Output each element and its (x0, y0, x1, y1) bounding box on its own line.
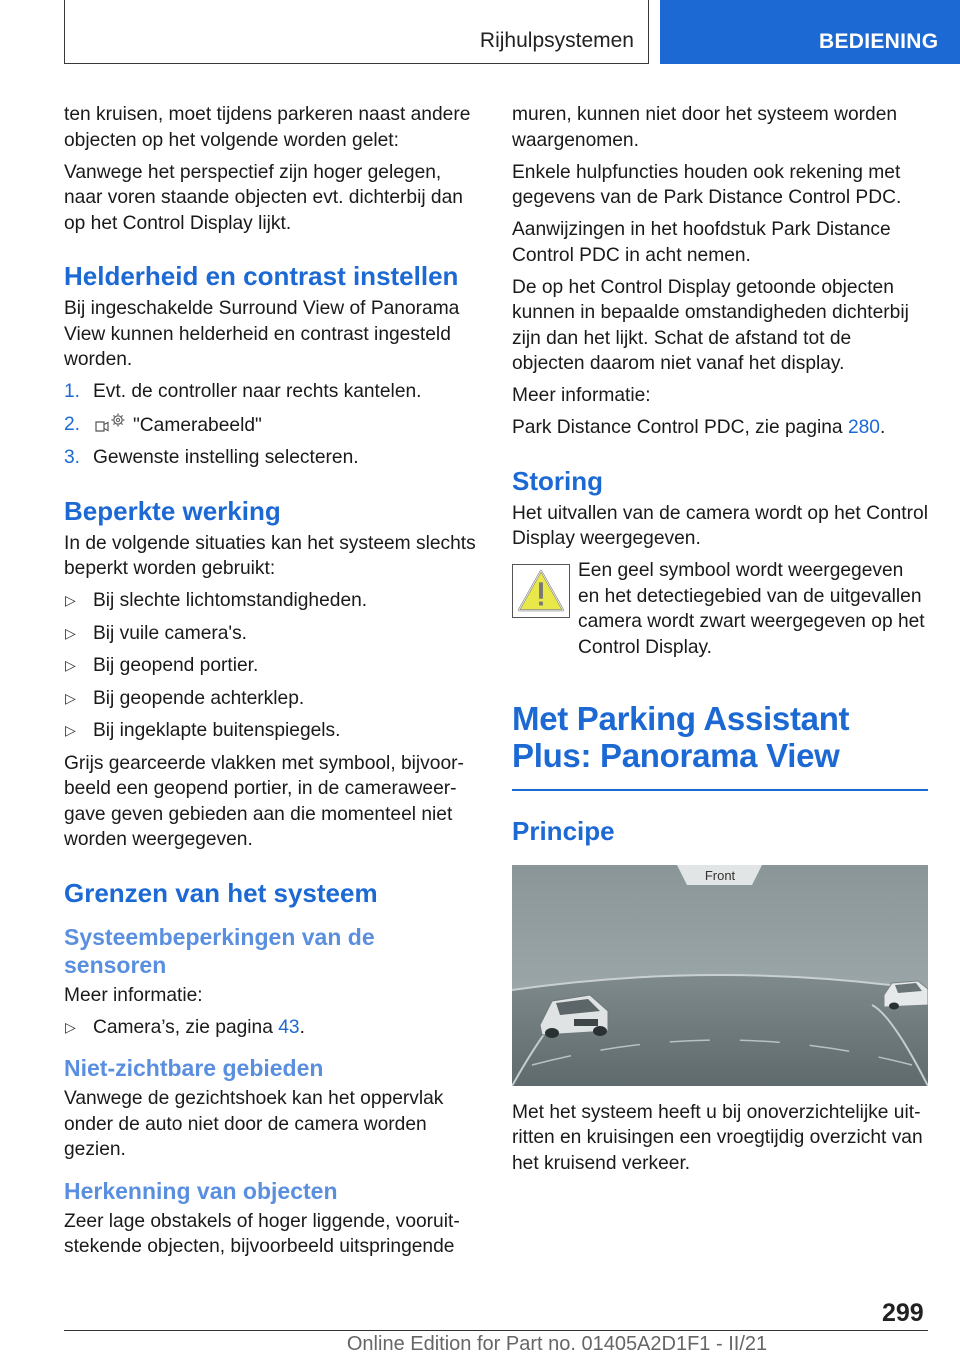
right-paragraph-4: De op het Control Display getoonde objecten kunnen in bepaalde omstandigheden dichterbij zijn dan het lijkt. Schat de afstand tot de objecten daarom niet vanaf het display. (512, 276, 909, 374)
car-right (884, 981, 928, 1010)
list-item-end: . (299, 1016, 305, 1038)
step-text: Evt. de controller naar rechts kantelen. (93, 381, 422, 402)
page-link-43[interactable]: 43 (278, 1016, 300, 1038)
pdc-reference-text: Park Distance Control PDC, zie pagina (512, 417, 848, 438)
header-section-title: Rijhulpsystemen (479, 29, 634, 52)
heading-invisible-areas: Niet-zichtbare gebieden (64, 1055, 324, 1081)
warning-text: Een geel symbool wordt weergegeven en het detectiegebied van de uitgevallen camera wordt zwart weergegeven op het Control Display. (578, 560, 925, 658)
limited-paragraph: In de volgende situaties kan het systeem slechts beperkt worden gebruikt: (64, 532, 476, 579)
step-item (64, 379, 476, 405)
bullet-triangle-icon: ▷ (65, 1018, 76, 1035)
right-paragraph-2: Enkele hulpfuncties houden ook rekening met gegevens van de Park Distance Control PDC. (512, 161, 902, 208)
bullet-triangle-icon: ▷ (65, 624, 76, 641)
sensor-list (64, 1015, 476, 1041)
heading-limited-function: Beperkte werking (64, 495, 281, 526)
list-item (64, 653, 476, 679)
limited-list (64, 588, 476, 744)
header-chapter-title: BEDIENING (819, 30, 939, 53)
right-paragraph-3: Aanwijzingen in het hoofdstuk Park Distance Control PDC in acht nemen. (512, 219, 891, 266)
step-number: 2. (64, 413, 81, 435)
limited-paragraph-2: Grijs gearceerde vlakken met symbool, bijvoorbeeld een geopend portier, in de cameraweergave geven gebieden aan die momenteel niet worden weergegeven. (64, 752, 464, 850)
footer-divider (64, 1330, 928, 1331)
right-paragraph-1: muren, kunnen niet door het systeem worden waargenomen. (512, 104, 898, 151)
invisible-paragraph: Vanwege de gezichtshoek kan het oppervlak onder de auto niet door de camera worden gezien. (64, 1088, 444, 1160)
brightness-steps (64, 379, 476, 471)
camera-settings-icon (93, 412, 127, 434)
page-link-280[interactable]: 280 (847, 417, 880, 438)
list-item-text: Bij geopende achterklep. (93, 687, 305, 709)
intro-paragraph-1: ten kruisen, moet tijdens parkeren naast andere objecten op het volgende worden gelet: (64, 104, 471, 151)
step-text: "Camerabeeld" (133, 414, 262, 436)
chapter-divider (512, 789, 928, 791)
list-item (64, 621, 476, 647)
list-item (64, 718, 476, 744)
header-section-box (64, 0, 649, 64)
warning-triangle-icon (512, 564, 570, 618)
right-paragraph-6 (512, 415, 928, 441)
panorama-view-photo (512, 865, 928, 1086)
warning-block (512, 558, 928, 660)
heading-object-recognition: Herkenning van objecten (64, 1177, 338, 1204)
heading-system-limits: Grenzen van het systeem (64, 877, 378, 908)
list-item (64, 686, 476, 712)
list-item-text: Bij ingeklapte buitenspiegels. (93, 720, 341, 741)
heading-chapter-panorama-view: Met Parking Assistant Plus: Panorama View (512, 700, 850, 774)
step-item (64, 445, 476, 471)
heading-sensor-limits: Systeembeperkingen van de sensoren (64, 923, 375, 978)
recognition-paragraph: Zeer lage obstakels of hoger liggende, vooruitstekende objecten, bijvoorbeeld uitspringende (64, 1210, 460, 1257)
right-paragraph-5: Meer informatie: (512, 385, 651, 406)
right-column (512, 102, 928, 1183)
fault-paragraph: Het uitvallen van de camera wordt op het Control Display weergegeven. (512, 502, 928, 549)
left-column (64, 102, 476, 1266)
footer-edition: Online Edition for Part no. 01405A2D1F1 - II/21 (346, 1333, 768, 1355)
heading-brightness-contrast: Helderheid en contrast instellen (64, 261, 459, 291)
brightness-paragraph: Bij ingeschakelde Surround View of Panorama View kunnen helderheid en contrast ingesteld worden. (64, 298, 460, 370)
pdc-reference-end: . (879, 417, 886, 438)
sensor-paragraph: Meer informatie: (64, 984, 203, 1006)
list-item-text: Camera’s, zie pagina (93, 1016, 279, 1038)
page-number: 299 (882, 1299, 924, 1327)
list-item (64, 1015, 476, 1041)
step-number: 3. (64, 447, 81, 468)
bullet-triangle-icon: ▷ (65, 689, 76, 706)
step-item (64, 412, 476, 439)
heading-principle: Principe (512, 815, 615, 846)
bullet-triangle-icon: ▷ (65, 657, 76, 673)
list-item-text: Bij geopend portier. (93, 655, 259, 676)
step-text: Gewenste instelling selecteren. (93, 447, 359, 468)
list-item-text: Bij vuile camera's. (93, 622, 248, 644)
photo-front-label: Front (704, 867, 736, 883)
bullet-triangle-icon: ▷ (65, 592, 76, 608)
principle-paragraph: Met het systeem heeft u bij onoverzichtelijke uitritten en kruisingen een vroegtijdig overzicht van het kruisend verkeer. (512, 1101, 923, 1174)
list-item-text: Bij slechte lichtomstandigheden. (93, 590, 368, 611)
heading-fault: Storing (512, 465, 603, 496)
bullet-triangle-icon: ▷ (65, 722, 76, 738)
list-item (64, 588, 476, 614)
intro-paragraph-2: Vanwege het perspectief zijn hoger gelegen, naar voren staande objecten evt. dichterbij dan op het Control Display lijkt. (64, 161, 463, 234)
step-number: 1. (64, 381, 81, 402)
